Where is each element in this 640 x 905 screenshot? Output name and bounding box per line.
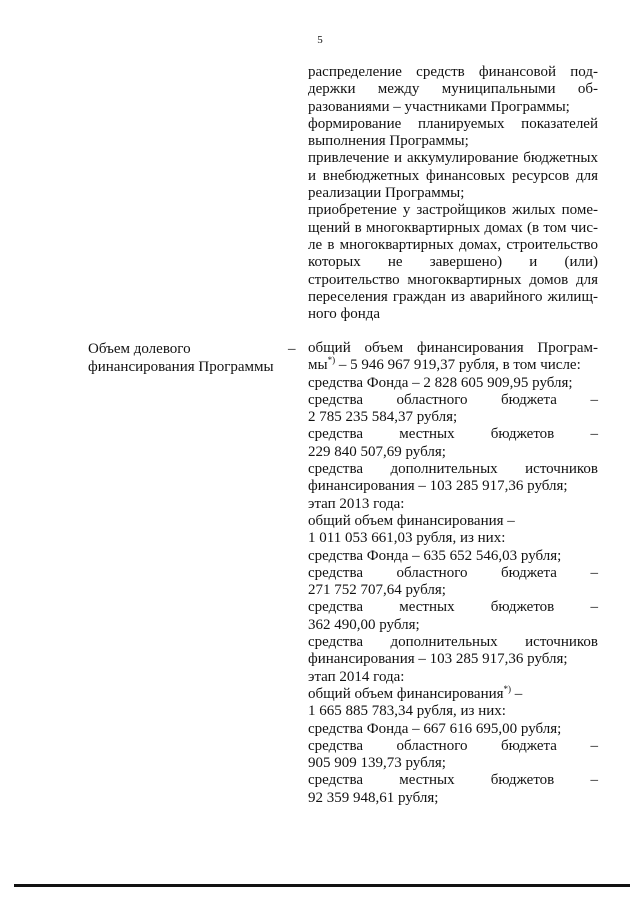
text-line: средства дополнительных источников (308, 634, 598, 651)
text-line: которых не завершено) и (или) (308, 254, 598, 271)
page-number: 5 (317, 34, 323, 46)
text-line: приобретение у застройщиков жилых поме- (308, 202, 598, 219)
text-line: этап 2013 года: (308, 495, 405, 512)
text-line: мы*) – 5 946 967 919,37 рубля, в том числе: (308, 355, 581, 374)
text-line: разованиями – участниками Программы; (308, 98, 570, 115)
text-line: 905 909 139,73 рубля; (308, 755, 446, 772)
text-line: 362 490,00 рубля; (308, 616, 420, 633)
text-line: финансирования – 103 285 917,36 рубля; (308, 651, 568, 668)
text-line: средства Фонда – 667 616 695,00 рубля; (308, 720, 562, 737)
text-line: средства областного бюджета – (308, 737, 598, 754)
text-line: щений в многоквартирных домах (в том чис- (308, 219, 598, 236)
text-line: средства Фонда – 635 652 546,03 рубля; (308, 547, 562, 564)
label-dash: – (288, 341, 296, 357)
text-line: этап 2014 года: (308, 668, 405, 685)
text-line: переселения граждан из аварийного жилищ- (308, 288, 598, 305)
text-line: средства местных бюджетов – (308, 599, 598, 616)
text-line: средства дополнительных источников (308, 461, 598, 478)
text-line: средства областного бюджета – (308, 391, 598, 408)
funding-label-line: финансирования Программы (88, 359, 274, 375)
text-line: средства областного бюджета – (308, 564, 598, 581)
text-line: 2 785 235 584,37 рубля; (308, 409, 458, 426)
text-line: общий объем финансирования*) – (308, 683, 523, 702)
funding-label-line: Объем долевого (88, 341, 191, 357)
text-line: средства местных бюджетов – (308, 772, 598, 789)
text-line: 1 665 885 783,34 рубля, из них: (308, 703, 506, 720)
footnote-mark: *) (503, 683, 512, 694)
text-line: держки между муниципальными об- (308, 81, 598, 98)
funding-label (88, 340, 288, 376)
funding-text (308, 340, 598, 807)
footnote-mark: *) (327, 355, 336, 366)
text-line: выполнения Программы; (308, 133, 469, 150)
bottom-rule (14, 884, 630, 887)
text-line: 271 752 707,64 рубля; (308, 582, 446, 599)
text-line: распределение средств финансовой под- (308, 64, 598, 80)
text-line: финансирования – 103 285 917,36 рубля; (308, 478, 568, 495)
text-line: общий объем финансирования – (308, 512, 515, 529)
text-line: реализации Программы; (308, 185, 465, 202)
text-line: ного фонда (308, 306, 381, 323)
text-line: привлечение и аккумулирование бюджетных (308, 150, 598, 167)
text-line: общий объем финансирования Програм- (308, 340, 598, 356)
text-line: ле в многоквартирных домах, строительство (308, 236, 598, 253)
text-line: средства Фонда – 2 828 605 909,95 рубля; (308, 374, 573, 391)
text-line: строительство многоквартирных домов для (308, 271, 598, 288)
text-line: средства местных бюджетов – (308, 426, 598, 443)
text-line: формирование планируемых показателей (308, 115, 598, 132)
program-tasks-text (308, 64, 598, 323)
text-line: 229 840 507,69 рубля; (308, 443, 446, 460)
text-line: и внебюджетных финансовых ресурсов для (308, 167, 598, 184)
text-line: 1 011 053 661,03 рубля, из них: (308, 530, 506, 547)
text-line: 92 359 948,61 рубля; (308, 789, 439, 806)
